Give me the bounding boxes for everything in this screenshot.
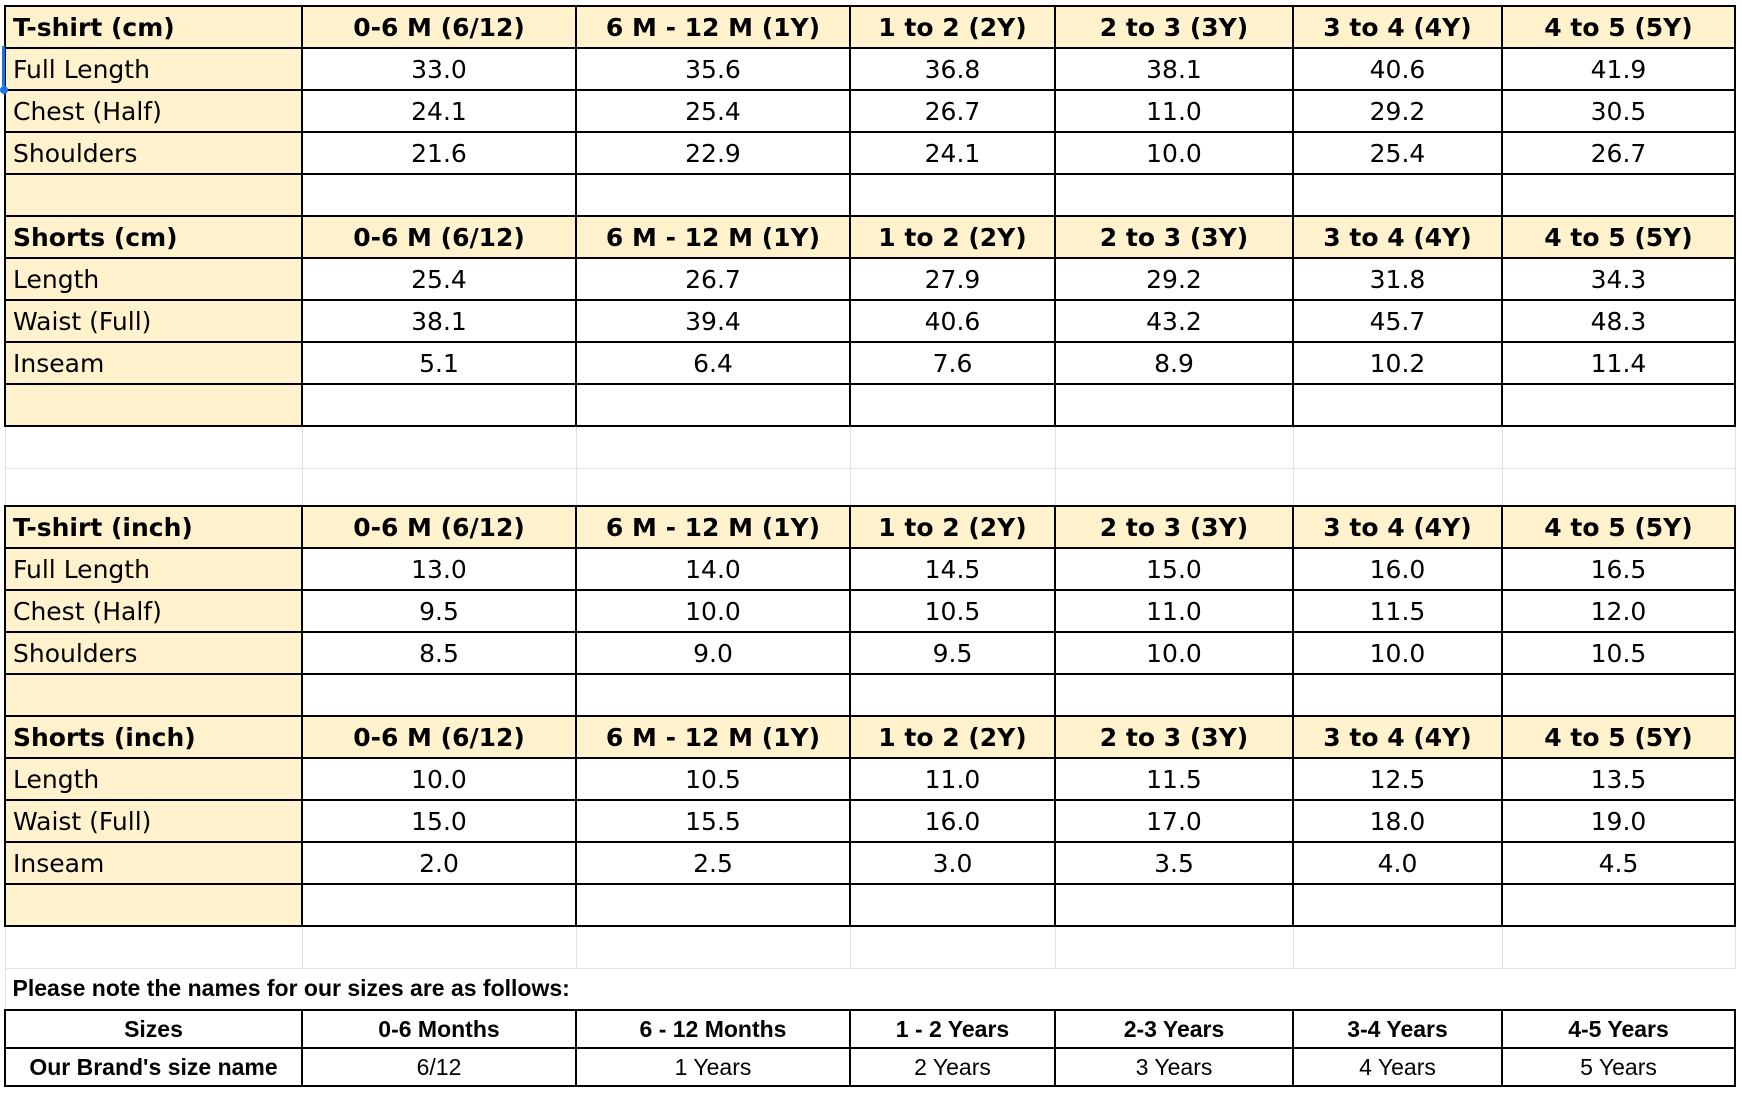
- measurement-value-cell[interactable]: 4.5: [1502, 842, 1735, 884]
- size-column-header[interactable]: 3 to 4 (4Y): [1293, 216, 1502, 258]
- size-column-header[interactable]: 4 to 5 (5Y): [1502, 6, 1735, 48]
- table-row: [5, 758, 1735, 800]
- size-column-header[interactable]: 0-6 M (6/12): [302, 6, 576, 48]
- table-row: [5, 48, 1735, 90]
- empty-cell[interactable]: [5, 174, 302, 216]
- measurement-value-cell[interactable]: 21.6: [302, 132, 576, 174]
- measurement-value-cell[interactable]: 15.0: [302, 800, 576, 842]
- measurement-value-cell[interactable]: 16.0: [1293, 548, 1502, 590]
- measurement-value-cell[interactable]: 35.6: [576, 48, 850, 90]
- brand-size-label-cell[interactable]: Our Brand's size name: [5, 1048, 302, 1086]
- empty-cell[interactable]: [1055, 884, 1293, 926]
- spreadsheet-grid: [4, 5, 1736, 1087]
- empty-cell[interactable]: [302, 426, 576, 468]
- size-column-header[interactable]: 3 to 4 (4Y): [1293, 6, 1502, 48]
- measurement-label-cell[interactable]: Full Length: [5, 48, 302, 90]
- table-title-cell[interactable]: T-shirt (inch): [5, 506, 302, 548]
- empty-cell[interactable]: [1502, 426, 1735, 468]
- size-column-header[interactable]: 2 to 3 (3Y): [1055, 216, 1293, 258]
- empty-cell[interactable]: [576, 468, 850, 506]
- measurement-value-cell[interactable]: 3.5: [1055, 842, 1293, 884]
- sizes-header-cell[interactable]: 0-6 Months: [302, 1010, 576, 1048]
- empty-row: [5, 468, 1735, 506]
- sizes-header-cell[interactable]: 6 - 12 Months: [576, 1010, 850, 1048]
- measurement-value-cell[interactable]: 10.5: [576, 758, 850, 800]
- measurement-label-cell[interactable]: Waist (Full): [5, 300, 302, 342]
- measurement-value-cell[interactable]: 10.0: [1293, 632, 1502, 674]
- selection-handle[interactable]: [0, 86, 8, 94]
- size-column-header[interactable]: 2 to 3 (3Y): [1055, 6, 1293, 48]
- table-row: [5, 590, 1735, 632]
- measurement-value-cell[interactable]: 10.5: [850, 590, 1055, 632]
- measurement-value-cell[interactable]: 31.8: [1293, 258, 1502, 300]
- measurement-value-cell[interactable]: 10.0: [1055, 632, 1293, 674]
- table-row: [5, 632, 1735, 674]
- empty-cell[interactable]: [5, 884, 302, 926]
- size-column-header[interactable]: 4 to 5 (5Y): [1502, 716, 1735, 758]
- empty-cell[interactable]: [850, 468, 1055, 506]
- measurement-value-cell[interactable]: 7.6: [850, 342, 1055, 384]
- measurement-value-cell[interactable]: 10.0: [302, 758, 576, 800]
- size-column-header[interactable]: 2 to 3 (3Y): [1055, 716, 1293, 758]
- size-column-header[interactable]: 1 to 2 (2Y): [850, 216, 1055, 258]
- measurement-value-cell[interactable]: 33.0: [302, 48, 576, 90]
- measurement-value-cell[interactable]: 5.1: [302, 342, 576, 384]
- measurement-value-cell[interactable]: 4.0: [1293, 842, 1502, 884]
- size-column-header[interactable]: 4 to 5 (5Y): [1502, 216, 1735, 258]
- table-header-row: [5, 506, 1735, 548]
- empty-cell[interactable]: [1293, 426, 1502, 468]
- table-title-cell[interactable]: Shorts (inch): [5, 716, 302, 758]
- measurement-value-cell[interactable]: 17.0: [1055, 800, 1293, 842]
- measurement-value-cell[interactable]: 10.0: [1055, 132, 1293, 174]
- empty-cell[interactable]: [302, 674, 576, 716]
- measurement-value-cell[interactable]: 36.8: [850, 48, 1055, 90]
- empty-cell[interactable]: [850, 426, 1055, 468]
- empty-row: [5, 884, 1735, 926]
- empty-cell[interactable]: [1502, 468, 1735, 506]
- measurement-value-cell[interactable]: 18.0: [1293, 800, 1502, 842]
- measurement-value-cell[interactable]: 12.5: [1293, 758, 1502, 800]
- empty-cell[interactable]: [850, 884, 1055, 926]
- size-column-header[interactable]: 1 to 2 (2Y): [850, 6, 1055, 48]
- measurement-value-cell[interactable]: 29.2: [1055, 258, 1293, 300]
- measurement-value-cell[interactable]: 38.1: [1055, 48, 1293, 90]
- measurement-value-cell[interactable]: 11.5: [1055, 758, 1293, 800]
- measurement-value-cell[interactable]: 11.0: [1055, 90, 1293, 132]
- measurement-value-cell[interactable]: 30.5: [1502, 90, 1735, 132]
- measurement-value-cell[interactable]: 11.4: [1502, 342, 1735, 384]
- measurement-value-cell[interactable]: 39.4: [576, 300, 850, 342]
- size-column-header[interactable]: 1 to 2 (2Y): [850, 506, 1055, 548]
- empty-cell[interactable]: [850, 926, 1055, 968]
- measurement-value-cell[interactable]: 10.5: [1502, 632, 1735, 674]
- measurement-value-cell[interactable]: 2.0: [302, 842, 576, 884]
- empty-cell[interactable]: [1055, 926, 1293, 968]
- measurement-value-cell[interactable]: 26.7: [576, 258, 850, 300]
- measurement-value-cell[interactable]: 41.9: [1502, 48, 1735, 90]
- sizes-note[interactable]: Please note the names for our sizes are as follows:: [5, 968, 1735, 1010]
- size-column-header[interactable]: 6 M - 12 M (1Y): [576, 506, 850, 548]
- measurement-value-cell[interactable]: 15.5: [576, 800, 850, 842]
- size-column-header[interactable]: 6 M - 12 M (1Y): [576, 6, 850, 48]
- sizes-header-row: [5, 1010, 1735, 1048]
- measurement-label-cell[interactable]: Length: [5, 258, 302, 300]
- empty-cell[interactable]: [850, 174, 1055, 216]
- measurement-value-cell[interactable]: 14.5: [850, 548, 1055, 590]
- cell-selection-indicator[interactable]: [2, 46, 5, 86]
- empty-cell[interactable]: [576, 926, 850, 968]
- table-header-row: [5, 716, 1735, 758]
- measurement-label-cell[interactable]: Inseam: [5, 342, 302, 384]
- measurement-label-cell[interactable]: Shoulders: [5, 632, 302, 674]
- empty-cell[interactable]: [1502, 926, 1735, 968]
- empty-cell[interactable]: [1055, 468, 1293, 506]
- measurement-value-cell[interactable]: 29.2: [1293, 90, 1502, 132]
- table-row: [5, 800, 1735, 842]
- sizes-header-cell[interactable]: 4-5 Years: [1502, 1010, 1735, 1048]
- measurement-value-cell[interactable]: 24.1: [850, 132, 1055, 174]
- empty-cell[interactable]: [302, 468, 576, 506]
- empty-cell[interactable]: [302, 926, 576, 968]
- measurement-value-cell[interactable]: 26.7: [1502, 132, 1735, 174]
- measurement-value-cell[interactable]: 27.9: [850, 258, 1055, 300]
- brand-size-name-cell[interactable]: 5 Years: [1502, 1048, 1735, 1086]
- empty-cell[interactable]: [1293, 384, 1502, 426]
- measurement-label-cell[interactable]: Shoulders: [5, 132, 302, 174]
- measurement-value-cell[interactable]: 6.4: [576, 342, 850, 384]
- size-column-header[interactable]: 1 to 2 (2Y): [850, 716, 1055, 758]
- empty-cell[interactable]: [1502, 384, 1735, 426]
- brand-size-name-cell[interactable]: 4 Years: [1293, 1048, 1502, 1086]
- measurement-value-cell[interactable]: 40.6: [1293, 48, 1502, 90]
- size-column-header[interactable]: 3 to 4 (4Y): [1293, 506, 1502, 548]
- empty-cell[interactable]: [576, 384, 850, 426]
- brand-size-name-cell[interactable]: 2 Years: [850, 1048, 1055, 1086]
- measurement-value-cell[interactable]: 25.4: [576, 90, 850, 132]
- size-column-header[interactable]: 6 M - 12 M (1Y): [576, 216, 850, 258]
- measurement-value-cell[interactable]: 40.6: [850, 300, 1055, 342]
- measurement-value-cell[interactable]: 22.9: [576, 132, 850, 174]
- table-row: [5, 842, 1735, 884]
- empty-cell[interactable]: [850, 384, 1055, 426]
- empty-cell[interactable]: [1502, 674, 1735, 716]
- table-row: [5, 300, 1735, 342]
- table-title-cell[interactable]: Shorts (cm): [5, 216, 302, 258]
- measurement-value-cell[interactable]: 11.5: [1293, 590, 1502, 632]
- empty-cell[interactable]: [576, 674, 850, 716]
- sizes-header-cell[interactable]: 2-3 Years: [1055, 1010, 1293, 1048]
- table-title-cell[interactable]: T-shirt (cm): [5, 6, 302, 48]
- measurement-label-cell[interactable]: Chest (Half): [5, 590, 302, 632]
- brand-size-name-cell[interactable]: 3 Years: [1055, 1048, 1293, 1086]
- measurement-value-cell[interactable]: 10.2: [1293, 342, 1502, 384]
- measurement-label-cell[interactable]: Full Length: [5, 548, 302, 590]
- sizes-header-cell[interactable]: 1 - 2 Years: [850, 1010, 1055, 1048]
- measurement-value-cell[interactable]: 12.0: [1502, 590, 1735, 632]
- empty-cell[interactable]: [5, 468, 302, 506]
- size-chart-table: [4, 5, 1736, 1087]
- measurement-value-cell[interactable]: 8.5: [302, 632, 576, 674]
- empty-cell[interactable]: [1055, 384, 1293, 426]
- empty-cell[interactable]: [5, 384, 302, 426]
- empty-cell[interactable]: [5, 926, 302, 968]
- empty-cell[interactable]: [5, 426, 302, 468]
- measurement-value-cell[interactable]: 19.0: [1502, 800, 1735, 842]
- empty-cell[interactable]: [302, 884, 576, 926]
- empty-cell[interactable]: [1055, 426, 1293, 468]
- empty-cell[interactable]: [1502, 174, 1735, 216]
- empty-row: [5, 926, 1735, 968]
- table-row: [5, 258, 1735, 300]
- size-column-header[interactable]: 6 M - 12 M (1Y): [576, 716, 850, 758]
- measurement-value-cell[interactable]: 43.2: [1055, 300, 1293, 342]
- sizes-header-cell[interactable]: Sizes: [5, 1010, 302, 1048]
- empty-cell[interactable]: [5, 674, 302, 716]
- measurement-value-cell[interactable]: 9.0: [576, 632, 850, 674]
- table-row: [5, 342, 1735, 384]
- table-header-row: [5, 6, 1735, 48]
- brand-size-name-cell[interactable]: 1 Years: [576, 1048, 850, 1086]
- size-column-header[interactable]: 0-6 M (6/12): [302, 216, 576, 258]
- empty-cell[interactable]: [302, 174, 576, 216]
- measurement-value-cell[interactable]: 14.0: [576, 548, 850, 590]
- empty-cell[interactable]: [1293, 926, 1502, 968]
- sizes-header-cell[interactable]: 3-4 Years: [1293, 1010, 1502, 1048]
- measurement-value-cell[interactable]: 11.0: [850, 758, 1055, 800]
- table-row: [5, 132, 1735, 174]
- measurement-value-cell[interactable]: 48.3: [1502, 300, 1735, 342]
- measurement-label-cell[interactable]: Chest (Half): [5, 90, 302, 132]
- measurement-value-cell[interactable]: 38.1: [302, 300, 576, 342]
- size-column-header[interactable]: 0-6 M (6/12): [302, 506, 576, 548]
- empty-row: [5, 674, 1735, 716]
- note-row: [5, 968, 1735, 1010]
- measurement-value-cell[interactable]: 9.5: [850, 632, 1055, 674]
- empty-cell[interactable]: [576, 884, 850, 926]
- measurement-value-cell[interactable]: 25.4: [302, 258, 576, 300]
- measurement-value-cell[interactable]: 13.5: [1502, 758, 1735, 800]
- measurement-value-cell[interactable]: 10.0: [576, 590, 850, 632]
- empty-row: [5, 426, 1735, 468]
- measurement-value-cell[interactable]: 34.3: [1502, 258, 1735, 300]
- empty-cell[interactable]: [1293, 174, 1502, 216]
- empty-cell[interactable]: [1293, 468, 1502, 506]
- empty-cell[interactable]: [576, 426, 850, 468]
- table-row: [5, 548, 1735, 590]
- size-column-header[interactable]: 0-6 M (6/12): [302, 716, 576, 758]
- empty-cell[interactable]: [1502, 884, 1735, 926]
- measurement-value-cell[interactable]: 3.0: [850, 842, 1055, 884]
- size-column-header[interactable]: 3 to 4 (4Y): [1293, 716, 1502, 758]
- measurement-value-cell[interactable]: 16.0: [850, 800, 1055, 842]
- table-header-row: [5, 216, 1735, 258]
- measurement-value-cell[interactable]: 24.1: [302, 90, 576, 132]
- size-column-header[interactable]: 2 to 3 (3Y): [1055, 506, 1293, 548]
- measurement-value-cell[interactable]: 45.7: [1293, 300, 1502, 342]
- measurement-value-cell[interactable]: 16.5: [1502, 548, 1735, 590]
- empty-cell[interactable]: [576, 174, 850, 216]
- measurement-value-cell[interactable]: 8.9: [1055, 342, 1293, 384]
- empty-row: [5, 384, 1735, 426]
- empty-cell[interactable]: [1293, 884, 1502, 926]
- measurement-value-cell[interactable]: 26.7: [850, 90, 1055, 132]
- empty-cell[interactable]: [1055, 674, 1293, 716]
- measurement-value-cell[interactable]: 9.5: [302, 590, 576, 632]
- empty-row: [5, 174, 1735, 216]
- table-row: [5, 90, 1735, 132]
- brand-size-name-cell[interactable]: 6/12: [302, 1048, 576, 1086]
- measurement-value-cell[interactable]: 11.0: [1055, 590, 1293, 632]
- empty-cell[interactable]: [1293, 674, 1502, 716]
- empty-cell[interactable]: [1055, 174, 1293, 216]
- measurement-value-cell[interactable]: 15.0: [1055, 548, 1293, 590]
- measurement-label-cell[interactable]: Inseam: [5, 842, 302, 884]
- brand-size-row: [5, 1048, 1735, 1086]
- size-column-header[interactable]: 4 to 5 (5Y): [1502, 506, 1735, 548]
- empty-cell[interactable]: [302, 384, 576, 426]
- measurement-label-cell[interactable]: Length: [5, 758, 302, 800]
- measurement-label-cell[interactable]: Waist (Full): [5, 800, 302, 842]
- measurement-value-cell[interactable]: 25.4: [1293, 132, 1502, 174]
- empty-cell[interactable]: [850, 674, 1055, 716]
- measurement-value-cell[interactable]: 2.5: [576, 842, 850, 884]
- measurement-value-cell[interactable]: 13.0: [302, 548, 576, 590]
